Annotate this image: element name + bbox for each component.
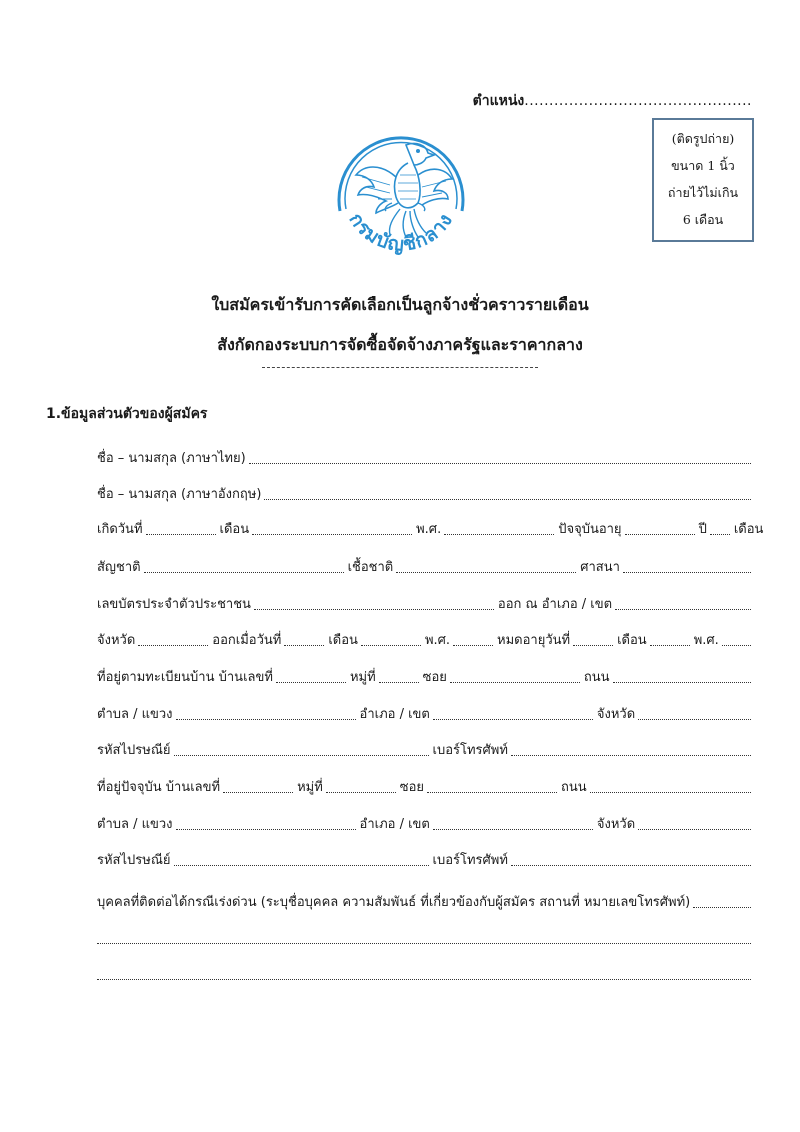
emergency-contact-line-2[interactable]: [97, 930, 751, 944]
photo-box-line: 6 เดือน: [682, 212, 724, 228]
field-label: ซอย: [422, 670, 447, 685]
current-province-field[interactable]: [638, 816, 751, 830]
field-label: ศาสนา: [580, 560, 620, 575]
position-label: ตำแหน่ง: [472, 93, 525, 109]
name-thai-field[interactable]: [249, 450, 751, 464]
photo-box-line: ขนาด 1 นิ้ว: [671, 158, 735, 174]
field-label: ที่อยู่ปัจจุบัน บ้านเลขที่: [97, 780, 221, 795]
form-row-name-thai: [97, 446, 751, 468]
emergency-contact-continuation-line: [97, 926, 751, 948]
form-subtitle: สังกัดกองระบบการจัดซื้อจัดจ้างภาครัฐและราคากลาง: [217, 335, 583, 354]
name-english-field[interactable]: [264, 486, 751, 500]
id-card-number-field[interactable]: [254, 596, 494, 610]
birth-month-field[interactable]: [252, 521, 412, 535]
emergency-contact-continuation-line: [97, 962, 751, 984]
form-row-name-english: [97, 482, 751, 504]
current-postal-code-field[interactable]: [174, 852, 429, 866]
registered-phone-field[interactable]: [511, 742, 751, 756]
id-issue-district-field[interactable]: [615, 596, 751, 610]
field-label: ออก ณ อำเภอ / เขต: [497, 597, 613, 612]
field-label: หมู่ที่: [349, 670, 376, 685]
field-label: ถนน: [561, 780, 587, 795]
position-blank[interactable]: ..............................................: [524, 93, 752, 109]
field-label: อำเภอ / เขต: [359, 817, 430, 832]
id-issue-year-field[interactable]: [453, 632, 493, 646]
current-house-number-field[interactable]: [223, 779, 293, 793]
current-subdistrict-field[interactable]: [176, 816, 356, 830]
title-divider: [262, 367, 538, 368]
field-label: เดือน: [328, 633, 358, 648]
field-label: เดือน: [733, 522, 764, 537]
current-district-field[interactable]: [433, 816, 593, 830]
registered-province-field[interactable]: [638, 706, 751, 720]
field-label: บุคคลที่ติดต่อได้กรณีเร่งด่วน (ระบุชื่อบุคคล ความสัมพันธ์ ที่เกี่ยวข้องกับผู้สมัคร สถานที่ หมายเลขโทรศัพท์): [97, 895, 691, 910]
field-label: ชื่อ – นามสกุล (ภาษาอังกฤษ): [97, 487, 262, 502]
current-village-number-field[interactable]: [326, 779, 396, 793]
field-label: รหัสไปรษณีย์: [97, 853, 171, 868]
emergency-contact-line-3[interactable]: [97, 966, 751, 980]
field-label: ตำบล / แขวง: [97, 707, 173, 722]
field-label: จังหวัด: [97, 633, 136, 648]
form-title: ใบสมัครเข้ารับการคัดเลือกเป็นลูกจ้างชั่วคราวรายเดือน: [211, 295, 589, 314]
form-row-current-subdistrict: [97, 812, 751, 834]
religion-field[interactable]: [623, 559, 751, 573]
field-label: เชื้อชาติ: [347, 560, 394, 575]
field-label: ปี: [698, 522, 707, 537]
current-road-field[interactable]: [590, 779, 751, 793]
field-label: เกิดวันที่: [97, 522, 143, 537]
field-label: ซอย: [399, 780, 425, 795]
id-issue-month-field[interactable]: [361, 632, 421, 646]
registered-subdistrict-field[interactable]: [176, 706, 356, 720]
id-issue-province-field[interactable]: [138, 632, 208, 646]
form-row-nationality: [97, 555, 751, 577]
position-field[interactable]: [473, 90, 752, 112]
registered-road-field[interactable]: [613, 669, 751, 683]
nationality-field[interactable]: [144, 559, 344, 573]
field-label: เบอร์โทรศัพท์: [432, 853, 508, 868]
form-row-birth-date: [97, 517, 764, 539]
garuda-emblem-icon: [330, 125, 472, 263]
field-label: จังหวัด: [596, 817, 636, 832]
id-expiry-month-field[interactable]: [650, 632, 690, 646]
registered-soi-field[interactable]: [450, 669, 580, 683]
field-label: พ.ศ.: [416, 522, 442, 537]
field-label: เบอร์โทรศัพท์: [432, 743, 508, 758]
field-label: ปัจจุบันอายุ: [558, 522, 622, 537]
birth-day-field[interactable]: [146, 521, 216, 535]
id-issue-day-field[interactable]: [284, 632, 324, 646]
field-label: อำเภอ / เขต: [359, 707, 430, 722]
field-label: รหัสไปรษณีย์: [97, 743, 171, 758]
field-label: พ.ศ.: [693, 633, 719, 648]
field-label: เดือน: [617, 633, 647, 648]
form-row-registered-address: [97, 665, 751, 687]
form-row-emergency-contact: [97, 890, 751, 912]
logo-text: กรมบัญชีกลาง: [344, 209, 458, 256]
registered-house-number-field[interactable]: [276, 669, 346, 683]
comptroller-general-department-logo: [330, 125, 472, 263]
field-label: ชื่อ – นามสกุล (ภาษาไทย): [97, 451, 246, 466]
id-expiry-day-field[interactable]: [573, 632, 613, 646]
registered-village-number-field[interactable]: [379, 669, 419, 683]
registered-postal-code-field[interactable]: [174, 742, 429, 756]
field-label: สัญชาติ: [97, 560, 141, 575]
field-label: หมู่ที่: [297, 780, 323, 795]
registered-district-field[interactable]: [433, 706, 593, 720]
field-label: ตำบล / แขวง: [97, 817, 173, 832]
form-row-id-card: [97, 592, 751, 614]
form-row-current-address: [97, 775, 751, 797]
field-label: ถนน: [583, 670, 610, 685]
field-label: จังหวัด: [596, 707, 636, 722]
form-row-current-postal-phone: [97, 848, 751, 870]
field-label: เลขบัตรประจำตัวประชาชน: [97, 597, 251, 612]
form-row-id-issue-expiry: [97, 628, 751, 650]
age-months-field[interactable]: [710, 521, 730, 535]
id-expiry-year-field[interactable]: [722, 632, 751, 646]
form-row-registered-subdistrict: [97, 702, 751, 724]
photo-box-line: ถ่ายไว้ไม่เกิน: [667, 185, 739, 201]
field-label: ออกเมื่อวันที่: [212, 633, 282, 648]
current-phone-field[interactable]: [511, 852, 751, 866]
emergency-contact-field[interactable]: [693, 894, 751, 908]
current-soi-field[interactable]: [427, 779, 557, 793]
field-label: พ.ศ.: [424, 633, 451, 648]
birth-year-field[interactable]: [444, 521, 554, 535]
photo-box-line: (ติดรูปถ่าย): [671, 131, 735, 147]
svg-text:กรมบัญชีกลาง: [345, 209, 458, 256]
field-label: ที่อยู่ตามทะเบียนบ้าน บ้านเลขที่: [97, 670, 273, 685]
section-heading-personal-info: 1.ข้อมูลส่วนตัวของผู้สมัคร: [46, 406, 208, 422]
field-label: หมดอายุวันที่: [497, 633, 571, 648]
age-years-field[interactable]: [625, 521, 695, 535]
form-row-registered-postal-phone: [97, 738, 751, 760]
field-label: เดือน: [219, 522, 250, 537]
race-field[interactable]: [396, 559, 576, 573]
photo-placeholder-box: [652, 118, 754, 242]
